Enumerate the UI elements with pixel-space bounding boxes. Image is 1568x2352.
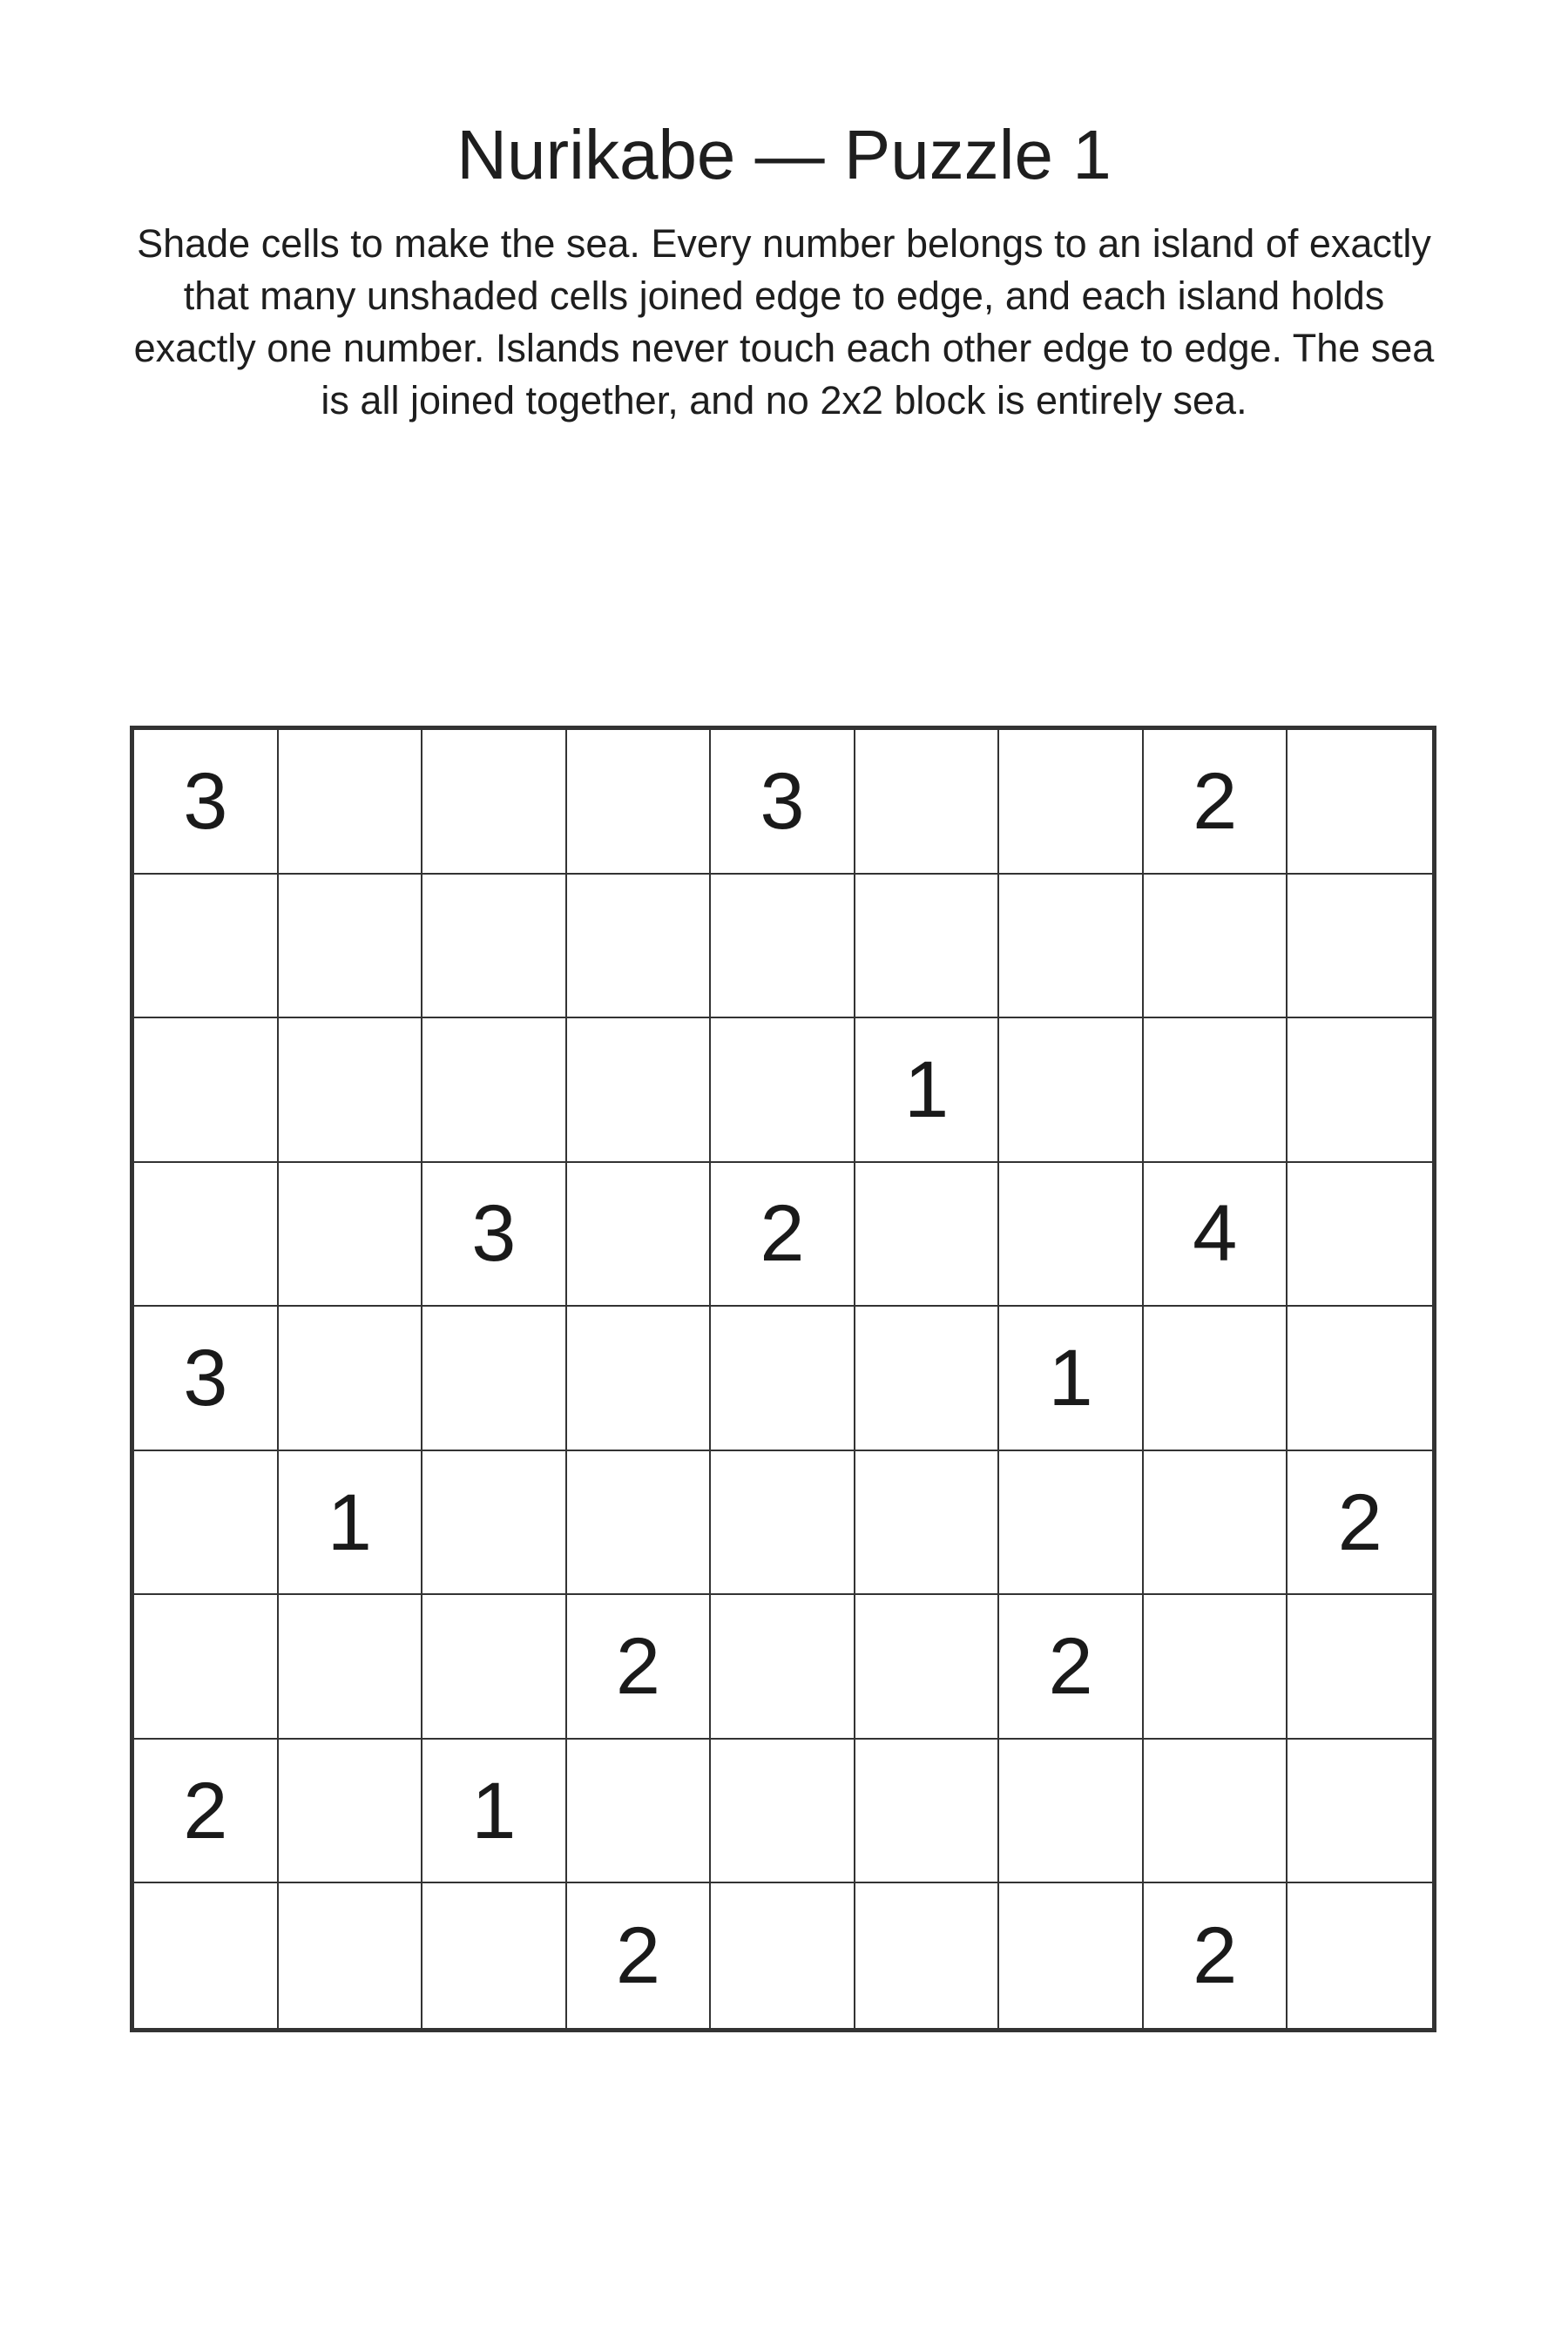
grid-cell[interactable]	[567, 1740, 712, 1884]
cell-clue-number: 2	[1048, 1622, 1093, 1712]
grid-cell[interactable]	[1288, 1018, 1432, 1163]
grid-cell[interactable]	[422, 1163, 567, 1308]
grid-cell[interactable]	[1288, 875, 1432, 1019]
grid-cell[interactable]	[999, 1595, 1144, 1740]
grid-cell[interactable]	[711, 1595, 855, 1740]
grid-cell[interactable]	[1144, 1163, 1288, 1308]
grid-cell[interactable]	[422, 1307, 567, 1451]
grid-cell[interactable]	[567, 1883, 712, 2028]
grid-cell[interactable]	[855, 730, 1000, 875]
cell-clue-number: 3	[183, 756, 228, 846]
grid-cell[interactable]	[279, 875, 423, 1019]
grid-cell[interactable]	[134, 1163, 279, 1308]
grid-cell[interactable]	[422, 875, 567, 1019]
grid-cell[interactable]	[855, 875, 1000, 1019]
grid-cell[interactable]	[1288, 1307, 1432, 1451]
grid-cell[interactable]	[855, 1018, 1000, 1163]
grid-cell[interactable]	[567, 1595, 712, 1740]
grid-cell[interactable]	[855, 1163, 1000, 1308]
grid-cell[interactable]	[134, 1595, 279, 1740]
grid-cell[interactable]	[711, 730, 855, 875]
cell-clue-number: 2	[615, 1622, 661, 1712]
cell-clue-number: 2	[1193, 756, 1238, 846]
cell-clue-number: 1	[471, 1766, 517, 1855]
grid-cell[interactable]	[711, 1451, 855, 1596]
grid-cell[interactable]	[711, 1307, 855, 1451]
grid-cell[interactable]	[1144, 730, 1288, 875]
grid-cell[interactable]	[279, 1740, 423, 1884]
cell-clue-number: 2	[183, 1766, 228, 1855]
grid-cell[interactable]	[1144, 1018, 1288, 1163]
grid-cell[interactable]	[422, 1018, 567, 1163]
grid-cell[interactable]	[711, 875, 855, 1019]
cell-clue-number: 3	[760, 756, 805, 846]
grid-cell[interactable]	[855, 1595, 1000, 1740]
grid-cell[interactable]	[855, 1451, 1000, 1596]
grid-cell[interactable]	[134, 1018, 279, 1163]
grid-cell[interactable]	[567, 1451, 712, 1596]
cell-clue-number: 2	[615, 1911, 661, 2001]
grid-cell[interactable]	[1288, 1451, 1432, 1596]
cell-clue-number: 2	[760, 1189, 805, 1279]
grid-cell[interactable]	[999, 1163, 1144, 1308]
grid-cell[interactable]	[567, 1018, 712, 1163]
grid-cell[interactable]	[999, 875, 1144, 1019]
page-title: Nurikabe — Puzzle 1	[456, 116, 1112, 193]
grid-cell[interactable]	[134, 1883, 279, 2028]
grid-cell[interactable]	[422, 1595, 567, 1740]
grid-cell[interactable]	[134, 730, 279, 875]
grid-cell[interactable]	[279, 1595, 423, 1740]
puzzle-instructions: Shade cells to make the sea. Every number belongs to an island of exactly that many unshaded cells joined edge to edge, and each island holds exactly one number. Islands never touch each other edge to edge. The sea is all joined together, and no 2x2 block is entirely sea.	[133, 221, 1435, 422]
grid-cell[interactable]	[279, 1883, 423, 2028]
grid-cell[interactable]	[279, 1018, 423, 1163]
grid-cell[interactable]	[711, 1018, 855, 1163]
grid-cell[interactable]	[1144, 1307, 1288, 1451]
grid-cell[interactable]	[1288, 730, 1432, 875]
grid-cell[interactable]	[567, 730, 712, 875]
grid-cell[interactable]	[134, 1307, 279, 1451]
grid-cell[interactable]	[855, 1883, 1000, 2028]
grid-cell[interactable]	[279, 1163, 423, 1308]
cell-clue-number: 1	[903, 1044, 950, 1134]
cell-clue-number: 1	[1048, 1333, 1093, 1423]
grid-cell[interactable]	[422, 1883, 567, 2028]
grid-cell[interactable]	[422, 1740, 567, 1884]
grid-cell[interactable]	[999, 730, 1144, 875]
grid-cell[interactable]	[1288, 1883, 1432, 2028]
cell-clue-number: 3	[183, 1333, 228, 1423]
cell-clue-number: 2	[1193, 1911, 1238, 2001]
grid-cell[interactable]	[567, 1163, 712, 1308]
grid-cell[interactable]	[1288, 1740, 1432, 1884]
grid-cell[interactable]	[1144, 1740, 1288, 1884]
cell-clue-number: 2	[1337, 1477, 1382, 1567]
grid-cell[interactable]	[999, 1451, 1144, 1596]
grid-cell[interactable]	[1144, 1595, 1288, 1740]
grid-cell[interactable]	[279, 1451, 423, 1596]
grid-cell[interactable]	[1288, 1163, 1432, 1308]
grid-cell[interactable]	[1144, 875, 1288, 1019]
grid-cell[interactable]	[567, 875, 712, 1019]
grid-cell[interactable]	[855, 1740, 1000, 1884]
grid-cell[interactable]	[279, 730, 423, 875]
grid-cell[interactable]	[999, 1307, 1144, 1451]
grid-cell[interactable]	[999, 1883, 1144, 2028]
grid-cell[interactable]	[422, 730, 567, 875]
grid-cell[interactable]	[711, 1883, 855, 2028]
grid-cell[interactable]	[422, 1451, 567, 1596]
grid-cell[interactable]	[999, 1740, 1144, 1884]
cell-clue-number: 4	[1193, 1189, 1238, 1279]
cell-clue-number: 3	[471, 1189, 517, 1279]
grid-cell[interactable]	[855, 1307, 1000, 1451]
grid-cell[interactable]	[134, 1740, 279, 1884]
grid-cell[interactable]	[999, 1018, 1144, 1163]
grid-cell[interactable]	[1144, 1883, 1288, 2028]
puzzle-grid	[130, 726, 1436, 2032]
grid-cell[interactable]	[134, 1451, 279, 1596]
grid-cell[interactable]	[1288, 1595, 1432, 1740]
grid-cell[interactable]	[134, 875, 279, 1019]
grid-cell[interactable]	[1144, 1451, 1288, 1596]
grid-cell[interactable]	[711, 1163, 855, 1308]
cell-clue-number: 1	[327, 1477, 372, 1567]
grid-cell[interactable]	[279, 1307, 423, 1451]
grid-cell[interactable]	[567, 1307, 712, 1451]
grid-cell[interactable]	[711, 1740, 855, 1884]
